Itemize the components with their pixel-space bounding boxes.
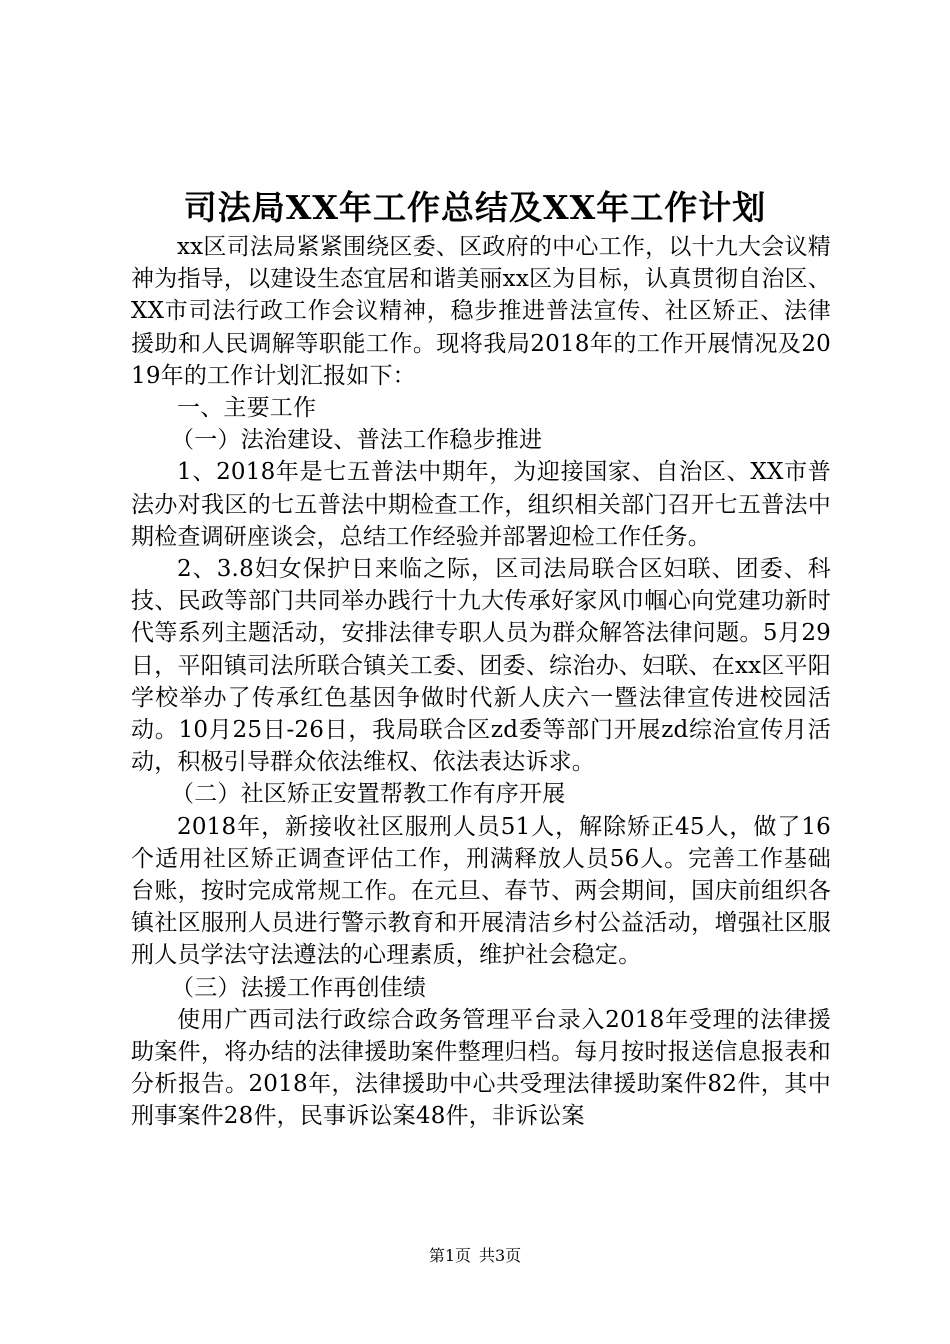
document-title: 司法局XX年工作总结及XX年工作计划 [183, 188, 767, 227]
paragraph: 2、3.8妇女保护日来临之际，区司法局联合区妇联、团委、科技、民政等部门共同举办践行十九大传承好家风巾帼心向党建功新时代等系列主题活动，安排法律专职人员为群众解答法律问题。5月29日，平阳镇司法所联合镇关工委、团委、综治办、妇联、在xx区平阳学校举办了传承红色基因争做时代新人庆六一暨法律宣传进校园活动。10月25日-26日，我局联合区zd委等部门开展zd综治宣传月活动，积极引导群众依法维权、依法表达诉求。 [131, 556, 831, 776]
subsection-heading: （一）法治建设、普法工作稳步推进 [171, 427, 543, 454]
document-body [131, 231, 831, 1133]
page-number: 第1页 [428, 1246, 471, 1265]
page-total: 共3页 [479, 1246, 522, 1265]
subsection-heading: （二）社区矫正安置帮教工作有序开展 [171, 781, 566, 808]
paragraph: xx区司法局紧紧围绕区委、区政府的中心工作，以十九大会议精神为指导，以建设生态宜居和谐美丽xx区为目标，认真贯彻自治区、XX市司法行政工作会议精神，稳步推进普法宣传、社区矫正、法律援助和人民调解等职能工作。现将我局2018年的工作开展情况及2019年的工作计划汇报如下： [131, 234, 831, 389]
paragraph: 1、2018年是七五普法中期年，为迎接国家、自治区、XX市普法办对我区的七五普法中期检查工作，组织相关部门召开七五普法中期检查调研座谈会，总结工作经验并部署迎检工作任务。 [131, 459, 831, 550]
page-footer [0, 1246, 950, 1266]
section-heading: 一、主要工作 [177, 395, 317, 422]
subsection-heading: （三）法援工作再创佳绩 [171, 974, 427, 1001]
paragraph: 使用广西司法行政综合政务管理平台录入2018年受理的法律援助案件，将办结的法律援助案件整理归档。每月按时报送信息报表和分析报告。2018年，法律援助中心共受理法律援助案件82件，其中刑事案件28件，民事诉讼案48件，非诉讼案 [131, 1006, 831, 1130]
paragraph: 2018年，新接收社区服刑人员51人，解除矫正45人，做了16个适用社区矫正调查评估工作，刑满释放人员56人。完善工作基础台账，按时完成常规工作。在元旦、春节、两会期间，国庆前组织各镇社区服刑人员进行警示教育和开展清洁乡村公益活动，增强社区服刑人员学法守法遵法的心理素质，维护社会稳定。 [131, 813, 831, 969]
